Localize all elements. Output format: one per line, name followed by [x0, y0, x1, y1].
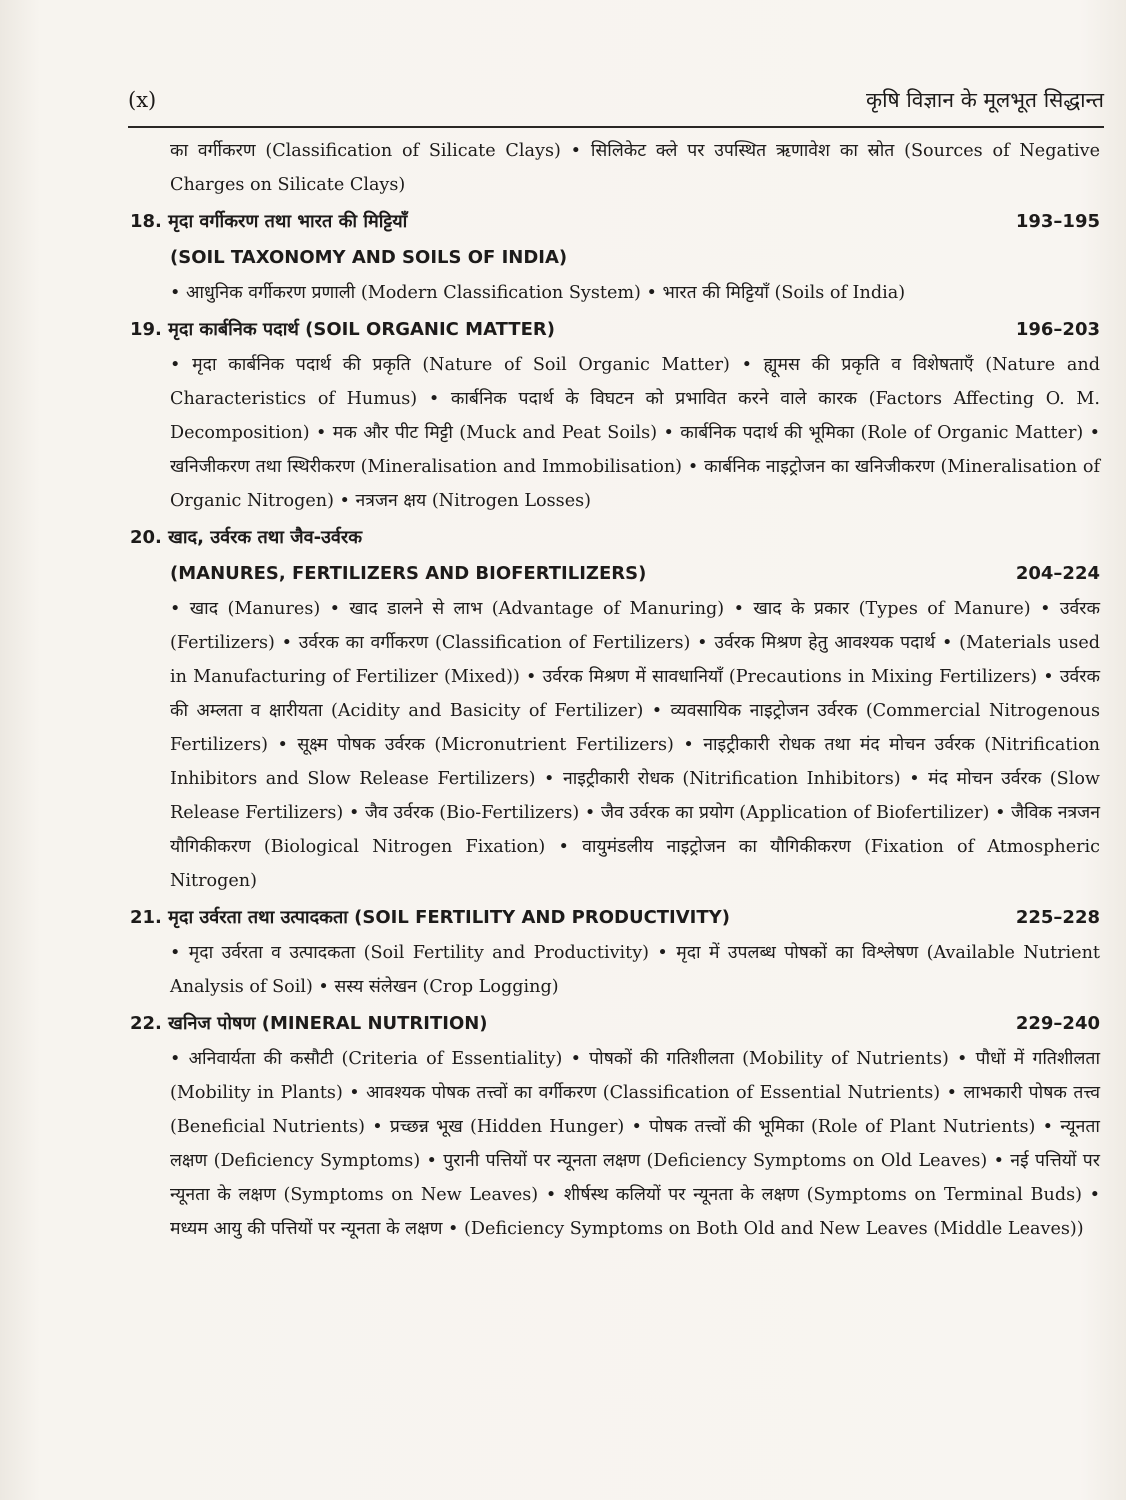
chapter-19 [130, 312, 1100, 518]
chapter-heading [130, 312, 1100, 348]
chapter-pages: 229–240 [1015, 1013, 1100, 1034]
chapter-pages: 225–228 [1015, 907, 1100, 928]
chapter-title: 19. मृदा कार्बनिक पदार्थ (SOIL ORGANIC MATTER) [130, 319, 555, 340]
chapter-22 [130, 1006, 1100, 1246]
chapter-subtitle: (MANURES, FERTILIZERS AND BIOFERTILIZERS) [170, 563, 647, 584]
chapter-20 [130, 520, 1100, 898]
table-of-contents [130, 134, 1100, 1246]
chapter-title: 21. मृदा उर्वरता तथा उत्पादकता (SOIL FERTILITY AND PRODUCTIVITY) [130, 907, 730, 928]
chapter-pages: 196–203 [1015, 319, 1100, 340]
chapter-heading [130, 900, 1100, 936]
chapter-topics: • मृदा कार्बनिक पदार्थ की प्रकृति (Nature of Soil Organic Matter) • ह्यूमस की प्रकृति व विशेषताएँ (Nature and Characteristics of Humus) • कार्बनिक पदार्थ के विघटन को प्रभावित करने वाले कारक (Factors Affecting O. M. Decomposition) • मक और पीट मिट्टी (Muck and Peat Soils) • कार्बनिक पदार्थ की भूमिका (Role of Organic Matter) • खनिजीकरण तथा स्थिरीकरण (Mineralisation and Immobilisation) • कार्बनिक नाइट्रोजन का खनिजीकरण (Mineralisation of Organic Nitrogen) • नत्रजन क्षय (Nitrogen Losses) [170, 355, 1100, 511]
chapter-21 [130, 900, 1100, 1004]
chapter-topics: • आधुनिक वर्गीकरण प्रणाली (Modern Classification System) • भारत की मिट्टियाँ (Soils of India) [170, 283, 906, 303]
chapter-heading [130, 1006, 1100, 1042]
page-header [128, 86, 1104, 128]
chapter-18 [130, 204, 1100, 310]
page-number: (x) [128, 88, 157, 112]
chapter-heading [130, 204, 1100, 276]
chapter-topics: • खाद (Manures) • खाद डालने से लाभ (Advantage of Manuring) • खाद के प्रकार (Types of Manure) • उर्वरक (Fertilizers) • उर्वरक का वर्गीकरण (Classification of Fertilizers) • उर्वरक मिश्रण हेतु आवश्यक पदार्थ • (Materials used in Manufacturing of Fertilizer (Mixed)) • उर्वरक मिश्रण में सावधानियाँ (Precautions in Mixing Fertilizers) • उर्वरक की अम्लता व क्षारीयता (Acidity and Basicity of Fertilizer) • व्यवसायिक नाइट्रोजन उर्वरक (Commercial Nitrogenous Fertilizers) • सूक्ष्म पोषक उर्वरक (Micronutrient Fertilizers) • नाइट्रीकारी रोधक तथा मंद मोचन उर्वरक (Nitrification Inhibitors and Slow Release Fertilizers) • नाइट्रीकारी रोधक (Nitrification Inhibitors) • मंद मोचन उर्वरक (Slow Release Fertilizers) • जैव उर्वरक (Bio-Fertilizers) • जैव उर्वरक का प्रयोग (Application of Biofertilizer) • जैविक नत्रजन यौगिकीकरण (Biological Nitrogen Fixation) • वायुमंडलीय नाइट्रोजन का यौगिकीकरण (Fixation of Atmospheric Nitrogen) [170, 599, 1100, 891]
running-title: कृषि विज्ञान के मूलभूत सिद्धान्त [865, 88, 1104, 112]
chapter-pages: 193–195 [1015, 211, 1100, 232]
chapter-topics: • अनिवार्यता की कसौटी (Criteria of Essentiality) • पोषकों की गतिशीलता (Mobility of Nutrients) • पौधों में गतिशीलता (Mobility in Plants) • आवश्यक पोषक तत्त्वों का वर्गीकरण (Classification of Essential Nutrients) • लाभकारी पोषक तत्त्व (Beneficial Nutrients) • प्रच्छन्न भूख (Hidden Hunger) • पोषक तत्त्वों की भूमिका (Role of Plant Nutrients) • न्यूनता लक्षण (Deficiency Symptoms) • पुरानी पत्तियों पर न्यूनता लक्षण (Deficiency Symptoms on Old Leaves) • नई पत्तियों पर न्यूनता के लक्षण (Symptoms on New Leaves) • शीर्षस्थ कलियों पर न्यूनता के लक्षण (Symptoms on Terminal Buds) • मध्यम आयु की पत्तियों पर न्यूनता के लक्षण • (Deficiency Symptoms on Both Old and New Leaves (Middle Leaves)) [170, 1049, 1100, 1239]
chapter-title: 22. खनिज पोषण (MINERAL NUTRITION) [130, 1013, 488, 1034]
chapter-topics: • मृदा उर्वरता व उत्पादकता (Soil Fertility and Productivity) • मृदा में उपलब्ध पोषकों का विश्लेषण (Available Nutrient Analysis of Soil) • सस्य संलेखन (Crop Logging) [170, 943, 1100, 997]
chapter-title: 20. खाद, उर्वरक तथा जैव-उर्वरक [130, 527, 363, 548]
chapter-pages: 204–224 [1015, 563, 1100, 584]
intro-topics: का वर्गीकरण (Classification of Silicate Clays) • सिलिकेट क्ले पर उपस्थित ऋणावेश का स्रोत (Sources of Negative Charges on Silicate Clays) [170, 141, 1100, 195]
chapter-subtitle: (SOIL TAXONOMY AND SOILS OF INDIA) [170, 247, 568, 268]
chapter-heading [130, 520, 1100, 592]
chapter-title: 18. मृदा वर्गीकरण तथा भारत की मिट्टियाँ [130, 211, 408, 232]
